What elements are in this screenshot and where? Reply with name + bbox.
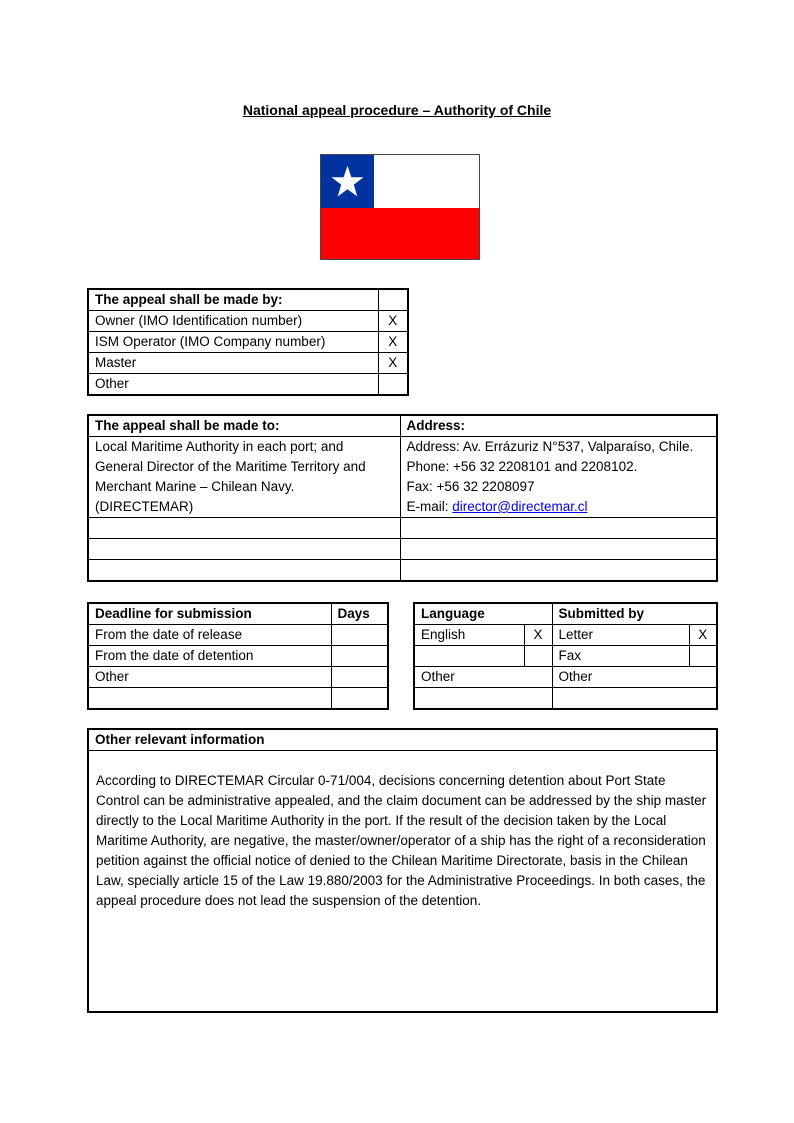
days-header: Days [331,603,388,625]
deadline-label [88,688,331,710]
days-value [331,646,388,667]
address-line: Address: Av. Errázuriz N°537, Valparaíso, Chile. [406,439,694,454]
deadline-table [87,602,389,710]
deadline-label: Other [88,667,331,688]
appeal-to-header: The appeal shall be made to: [88,415,400,437]
authority-line: General Director of the Maritime Territory and [95,459,366,474]
language-header: Language [414,603,552,625]
table-row [88,688,388,710]
authority-cell [88,437,400,518]
submitted-by-label [552,688,717,710]
table-row [88,625,388,646]
table-row [88,646,388,667]
check-mark: X [378,311,408,332]
email-label: E-mail: [406,499,453,514]
appeal-by-header: The appeal shall be made by: [88,289,378,311]
chile-flag-image [320,154,480,260]
appeal-by-label: Other [88,374,378,396]
language-table [413,602,718,710]
check-mark: X [378,353,408,374]
table-row [88,751,717,1013]
submitted-by-label: Fax [552,646,689,667]
other-info-table [87,728,718,1013]
submitted-by-header: Submitted by [552,603,717,625]
table-row [414,625,717,646]
table-header-row [88,289,408,311]
address-cell [400,437,717,518]
other-info-header: Other relevant information [88,729,717,751]
flag-white-band [374,155,479,208]
phone-line: Phone: +56 32 2208101 and 2208102. [406,459,638,474]
appeal-to-table [87,414,718,582]
table-row [88,353,408,374]
table-row [88,539,717,560]
address-header: Address: [400,415,717,437]
table-header-row [414,603,717,625]
check-mark: X [524,625,552,646]
deadline-label: From the date of release [88,625,331,646]
check-mark [524,646,552,667]
table-header-row [88,603,388,625]
table-row [88,311,408,332]
authority-line: (DIRECTEMAR) [95,499,194,514]
other-info-text: According to DIRECTEMAR Circular 0-71/004, decisions concerning detention about Port State Control can be administrative appealed, and the claim document can be addressed by the ship master directly to the Local Maritime Authority in the port. If the result of the decision taken by the Local Maritime Authority, are negative, the master/owner/operator of a ship has the right of a reconsideration petition against the official notice of denied to the Chilean Maritime Directorate, basis in the Chilean Law, specially article 15 of the Law 19.880/2003 for the Administrative Proceedings. In both cases, the appeal procedure does not lead the suspension of the detention. [88,751,717,1013]
language-label: Other [414,667,552,688]
authority-line: Local Maritime Authority in each port; and [95,439,344,454]
table-row [88,518,717,539]
table-row [88,374,408,396]
appeal-by-table [87,288,409,396]
table-row [414,688,717,710]
table-header-row [88,729,717,751]
table-row [414,646,717,667]
check-mark [689,646,717,667]
submitted-by-label: Letter [552,625,689,646]
days-value [331,625,388,646]
table-row [88,332,408,353]
table-header-row [88,415,717,437]
table-row [414,667,717,688]
days-value [331,688,388,710]
submitted-by-label: Other [552,667,717,688]
days-value [331,667,388,688]
language-label [414,688,552,710]
language-label [414,646,524,667]
appeal-by-label: ISM Operator (IMO Company number) [88,332,378,353]
fax-line: Fax: +56 32 2208097 [406,479,535,494]
table-row [88,437,717,518]
authority-line: Merchant Marine – Chilean Navy. [95,479,295,494]
deadline-header: Deadline for submission [88,603,331,625]
check-mark: X [689,625,717,646]
flag-red-band [321,208,479,259]
email-line [407,497,711,517]
appeal-by-label: Owner (IMO Identification number) [88,311,378,332]
language-label: English [414,625,524,646]
deadline-label: From the date of detention [88,646,331,667]
table-row [88,560,717,582]
check-mark [378,374,408,396]
appeal-by-label: Master [88,353,378,374]
page-title: National appeal procedure – Authority of Chile [242,102,552,118]
check-mark: X [378,332,408,353]
table-row [88,667,388,688]
star-icon [330,164,365,199]
email-link[interactable]: director@directemar.cl [452,499,588,514]
